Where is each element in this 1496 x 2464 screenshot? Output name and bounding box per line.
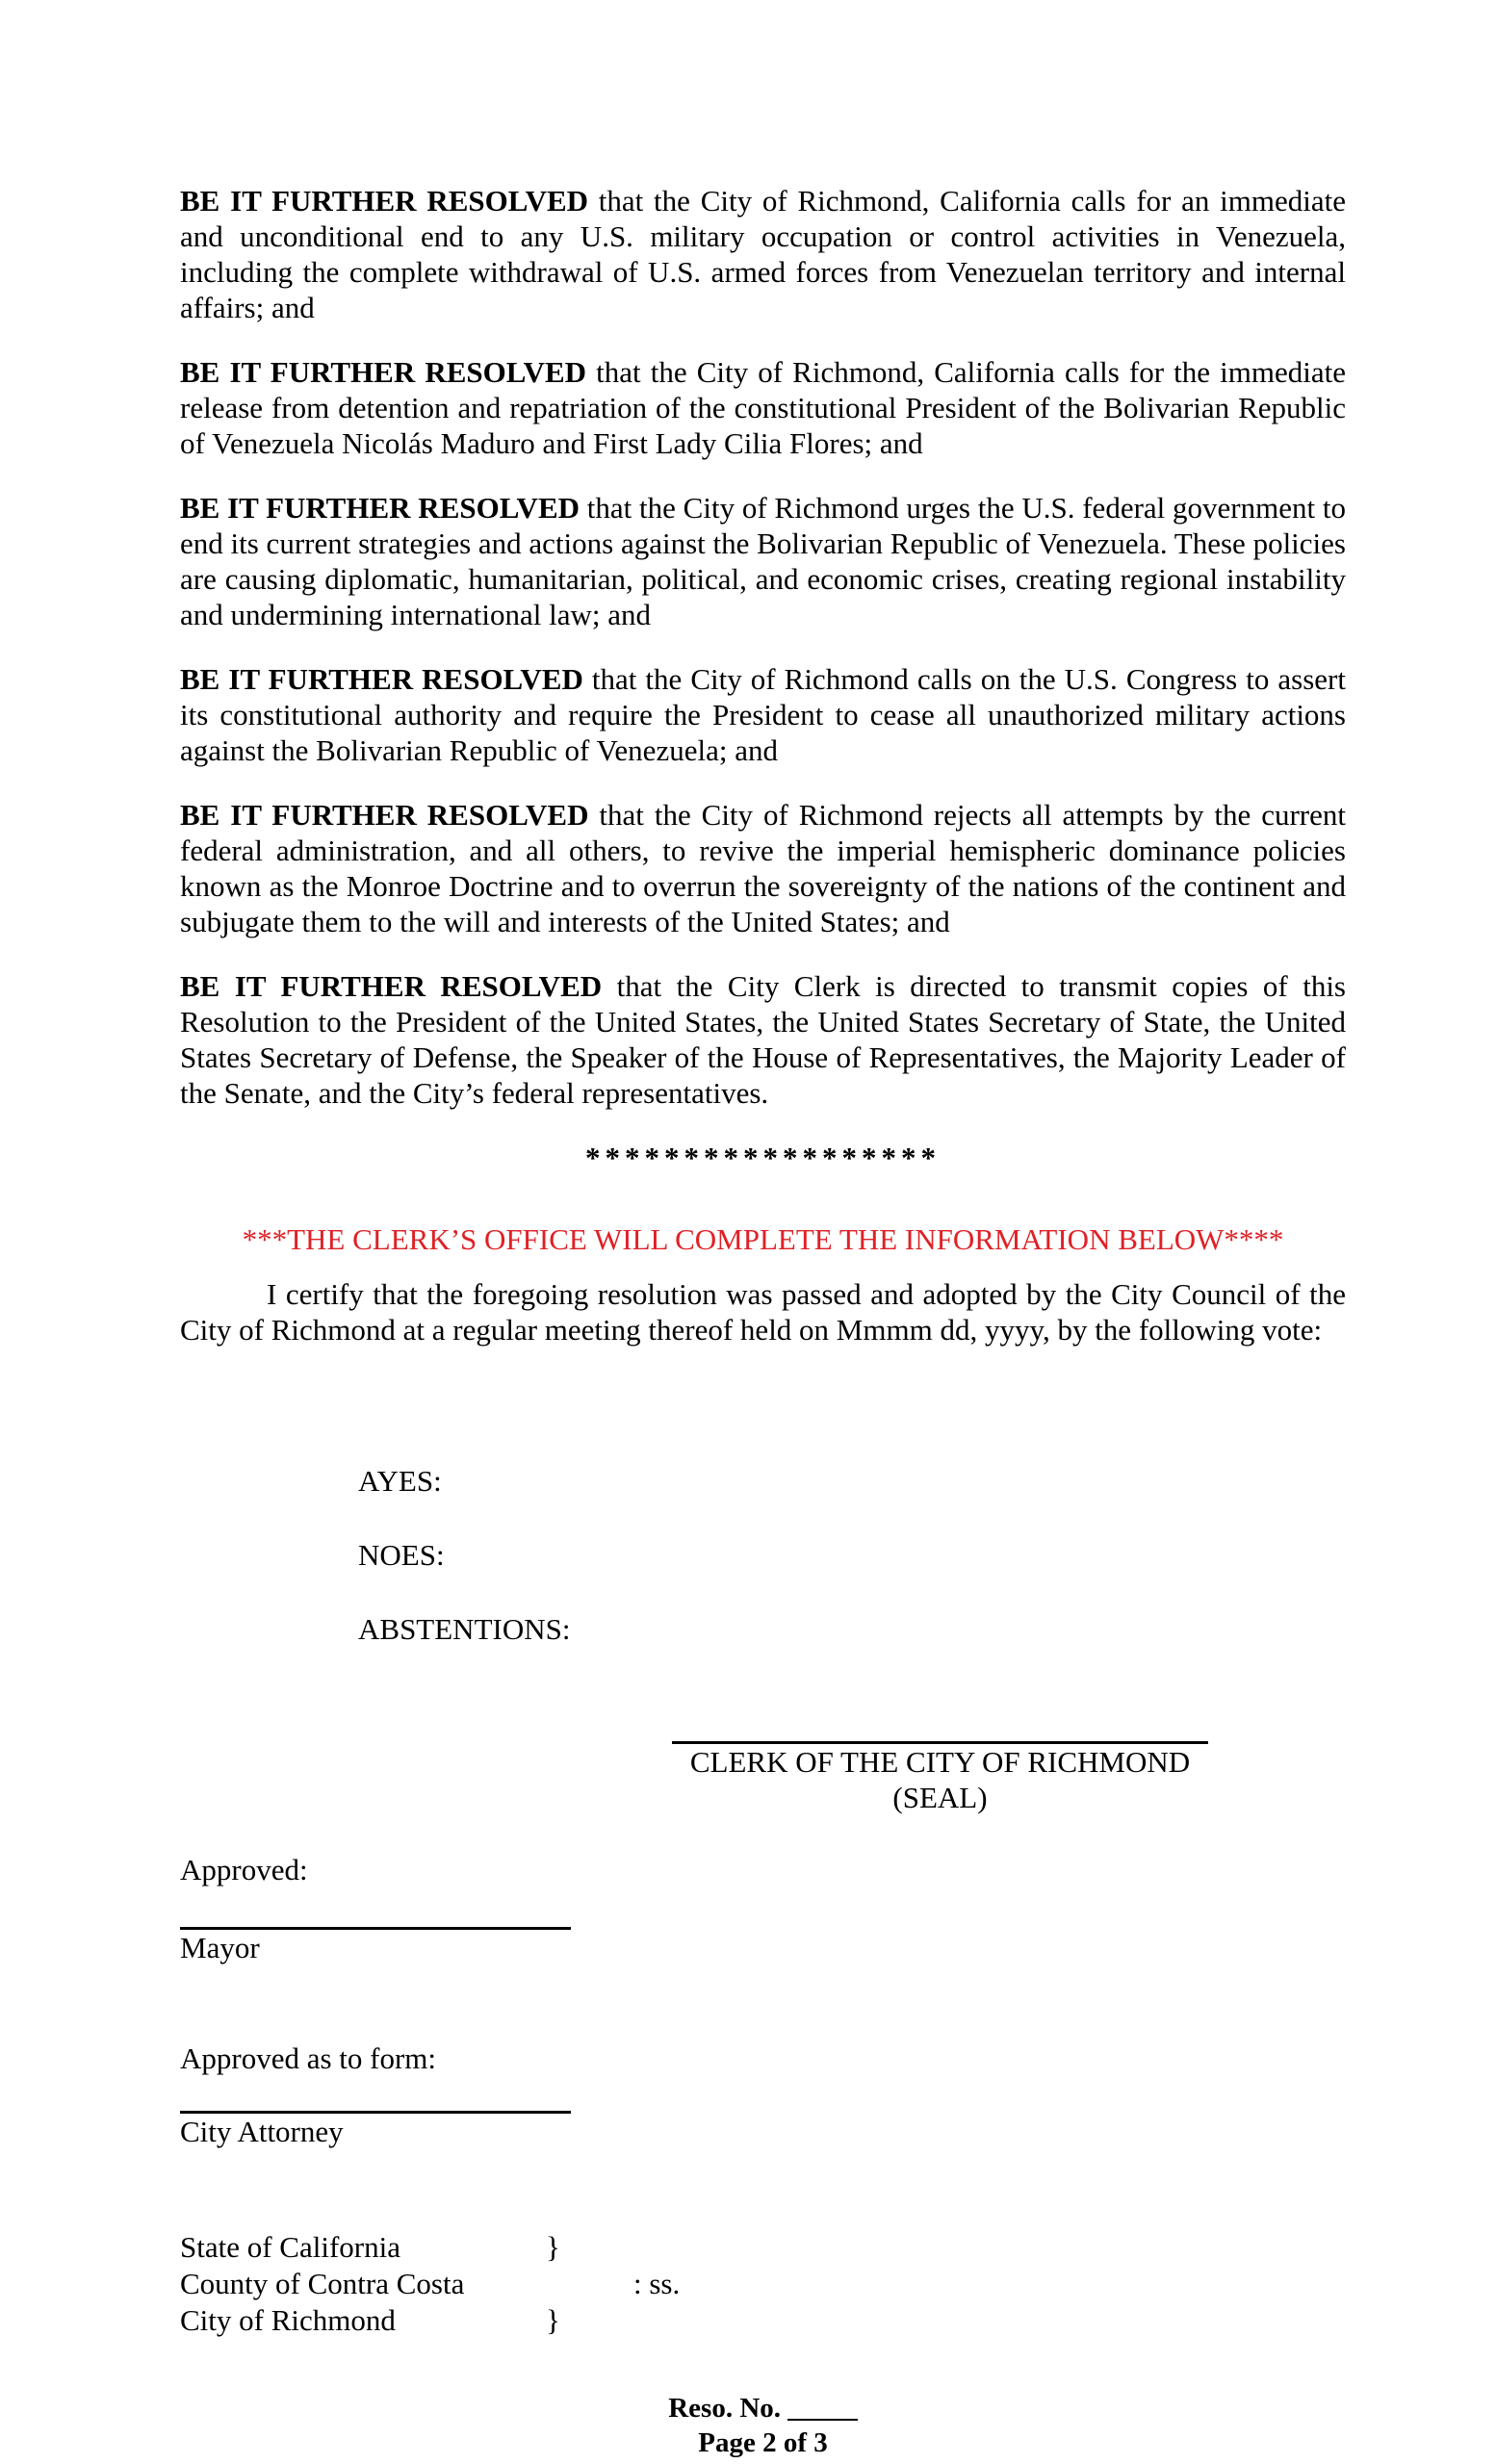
resolved-paragraph (180, 661, 1346, 768)
city-attorney-label: City Attorney (180, 2115, 344, 2148)
venue-state-row (180, 2229, 1346, 2266)
resolved-clause-lead: BE IT FURTHER RESOLVED (180, 662, 583, 696)
clerk-title: CLERK OF THE CITY OF RICHMOND (689, 1745, 1191, 1779)
resolved-paragraph (180, 797, 1346, 939)
resolved-clause-body: that the City of Richmond rejects all attempts by the current federal administration, and all others, to revive the imperial hemispheric dominance policies known as the Monroe Doctrine and to overrun the sovereignty of the nations of the continent and subjugate them to the will and interests of the United States; and (180, 798, 1346, 938)
resolved-paragraph (180, 968, 1346, 1111)
resolved-clause-lead: BE IT FURTHER RESOLVED (180, 355, 587, 389)
noes-label: NOES: (358, 1538, 445, 1572)
resolved-clause-lead: BE IT FURTHER RESOLVED (180, 491, 580, 525)
resolved-clause-body: that the City of Richmond, California calls for the immediate release from detention and repatriation of the constitutional President of the Bolivarian Republic of Venezuela Nicolás Maduro and First Lady Cilia Flores; and (180, 355, 1346, 460)
resolved-clause-lead: BE IT FURTHER RESOLVED (180, 184, 589, 218)
certification-statement: I certify that the foregoing resolution was passed and adopted by the City Council of the City of Richmond at a regular meeting thereof held on Mmmm dd, yyyy, by the following vote: (180, 1277, 1346, 1347)
vote-tally-section (180, 1463, 1346, 1647)
seal-label: (SEAL) (892, 1781, 988, 1814)
venue-ss-label: : ss. (633, 2267, 681, 2300)
venue-state-label: State of California (180, 2230, 400, 2264)
clerk-office-notice: ***THE CLERK’S OFFICE WILL COMPLETE THE INFORMATION BELOW**** (242, 1222, 1284, 1256)
mayor-label: Mayor (180, 1931, 260, 1964)
resolved-paragraph (180, 183, 1346, 325)
venue-city-row (180, 2302, 1346, 2339)
resolved-clause-lead: BE IT FURTHER RESOLVED (180, 798, 589, 832)
page-footer (180, 2391, 1346, 2460)
resolved-clause-body: that the City of Richmond urges the U.S. federal government to end its current strategies and actions against the Bolivarian Republic of Venezuela. These policies are causing diplomatic, humanitarian, political, and economic crises, creating regional instability and undermining international law; and (180, 491, 1346, 631)
resolved-paragraph (180, 490, 1346, 632)
page-number-label: Page 2 of 3 (698, 2427, 828, 2458)
venue-brace: } (546, 2303, 560, 2337)
venue-brace: } (546, 2230, 560, 2264)
resolved-clause-body: that the City of Richmond calls on the U.S. Congress to assert its constitutional authority and require the President to cease all unauthorized military actions against the Bolivarian Republic of Venezuela; and (180, 662, 1346, 767)
resolved-clause-body: that the City Clerk is directed to transmit copies of this Resolution to the President of the United States, the United States Secretary of State, the United States Secretary of Defense, the Speaker of the House of Representatives, the Majority Leader of the Senate, and the City’s federal representatives. (180, 969, 1346, 1110)
resolved-clause-lead: BE IT FURTHER RESOLVED (180, 969, 603, 1003)
resolved-paragraph (180, 354, 1346, 461)
resolution-number-label: Reso. No. _____ (668, 2393, 858, 2424)
abstentions-label: ABSTENTIONS: (358, 1612, 571, 1646)
asterisk-separator: ****************** (585, 1141, 941, 1174)
ayes-label: AYES: (358, 1464, 442, 1498)
approved-label: Approved: (180, 1853, 308, 1886)
venue-block (180, 2229, 1346, 2339)
venue-city-label: City of Richmond (180, 2303, 396, 2337)
approved-as-to-form-label: Approved as to form: (180, 2041, 437, 2075)
resolved-clause-body: that the City of Richmond, California calls for an immediate and unconditional end to any U.S. military occupation or control activities in Venezuela, including the complete withdrawal of U.S. armed forces from Venezuelan territory and internal affairs; and (180, 184, 1346, 324)
venue-county-row (180, 2266, 1346, 2302)
venue-county-label: County of Contra Costa (180, 2267, 465, 2300)
clerk-signature-block (672, 1741, 1208, 1815)
